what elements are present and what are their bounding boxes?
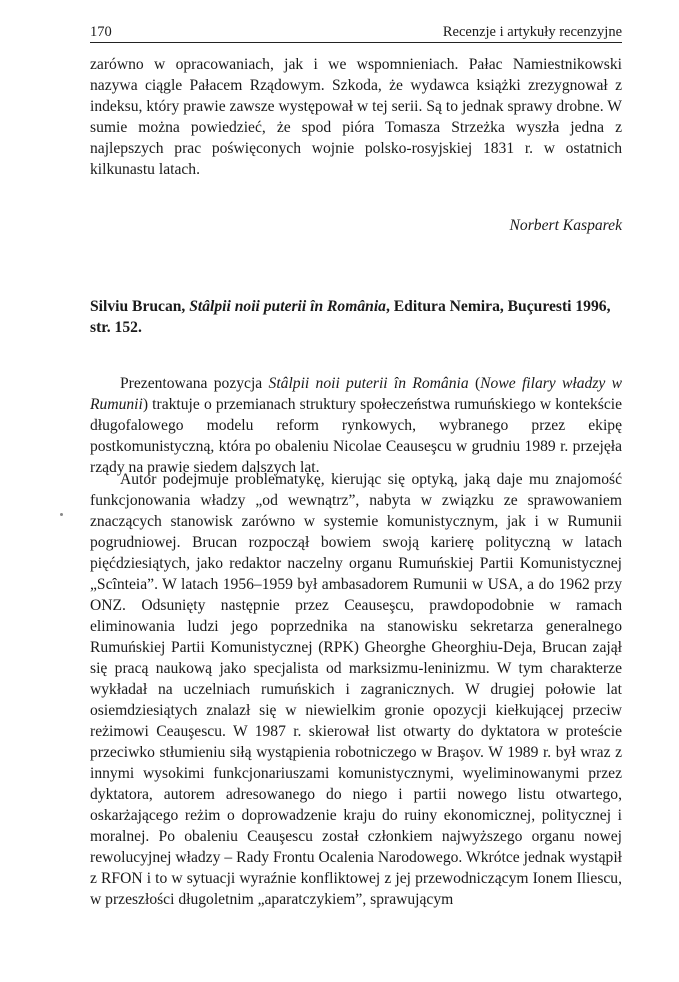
margin-speck xyxy=(60,513,63,516)
book-author: Silviu Brucan, xyxy=(90,298,190,315)
book-page xyxy=(90,22,623,908)
book-title: Stâlpii noii puterii în România xyxy=(189,298,386,315)
book-title-inline: Stâlpii noii puterii în România xyxy=(268,375,469,392)
reviewer-signature: Norbert Kasparek xyxy=(509,217,622,234)
running-title: Recenzje i artykuły recenzyjne xyxy=(442,24,622,40)
page-header xyxy=(90,22,622,42)
header-rule xyxy=(90,42,622,43)
review-closing-paragraph: zarówno w opracowaniach, jak i we wspomnieniach. Pałac Namiestnikowski nazywa ciągle Pałacem Rządowym. Szkoda, że wydawca książki zrezygnował z indeksu, który prawie zawsze występował w tej serii. Są to jednak sprawy drobne. W sumie można powiedzieć, że spod pióra Tomasza Strzeżka wyszła jedna z najlepszych prac poświęconych wojnie polsko-rosyjskiej 1831 r. w ostatnich kilkunastu latach. xyxy=(90,56,622,178)
book-publication: , Editura Nemira, Buçuresti 1996, str. 152. xyxy=(90,298,611,336)
review-paragraph-intro: Prezentowana pozycja Stâlpii noii puterii în România (Nowe filary władzy w Rumunii) traktuje o przemianach struktury społeczeństwa rumuńskiego w kontekście długofalowego modelu reform rynkowych, wybranego przez ekipę postkomunistyczną, która po obaleniu Nicolae Ceauseşcu w grudniu 1989 r. przejęła rządy na prawie siedem dalszych lat. xyxy=(90,375,623,476)
review-heading xyxy=(90,296,622,338)
title-translation: Nowe filary władzy w Rumunii xyxy=(90,375,623,413)
review-paragraph-author: Autor podejmuje problematykę, kierując się optyką, jaką daje mu znajomość funkcjonowania władzy „od wewnątrz”, nabyta w związku ze sprawowaniem znaczących stanowisk zarówno w systemie komunistycznym, jak i w Rumunii pogrudniowej. Brucan rozpoczął bowiem swoją karierę polityczną w latach pięćdziesiątych, jako redaktor naczelny organu Rumuńskiej Partii Komunistycznej „Scînteia”. W latach 1956–1959 był ambasadorem Rumunii w USA, a do 1962 przy ONZ. Odsunięty następnie przez Ceauseşcu, prawdopodobnie w ramach eliminowania ludzi jego poprzednika na stanowisku sekretarza generalnego Rumuńskiej Partii Komunistycznej (RPK) Gheorghe Gheorghiu-Deja, Brucan zajął się pracą naukową jako specjalista od marksizmu-leninizmu. W tym charakterze wykładał na uczelniach rumuńskich i zagranicznych. W drugiej połowie lat osiemdziesiątych znalazł się w niewielkim gronie opozycji kiełkującej przeciw reżimowi Ceauşescu. W 1987 r. skierował list otwarty do dyktatora w proteście przeciwko stłumieniu siłą wystąpienia robotniczego w Braşov. W 1989 r. był wraz z innymi wysokimi funkcjonariuszami komunistycznymi, wyeliminowanymi przez dyktatora, autorem adresowanego do niego i partii nowego listu otwartego, oskarżającego reżim o doprowadzenie kraju do ruiny ekonomicznej, politycznej i moralnej. Po obaleniu Ceauşescu został członkiem najwyższego organu nowej rewolucyjnej władzy – Rady Frontu Ocalenia Narodowego. Wkrótce jednak wystąpił z RFON i to w sytuacji wyraźnie konfliktowej z jej przewodniczącym Ionem Iliescu, w przeszłości długoletnim „aparatczykiem”, sprawującym xyxy=(90,471,622,908)
page-number: 170 xyxy=(90,24,112,40)
